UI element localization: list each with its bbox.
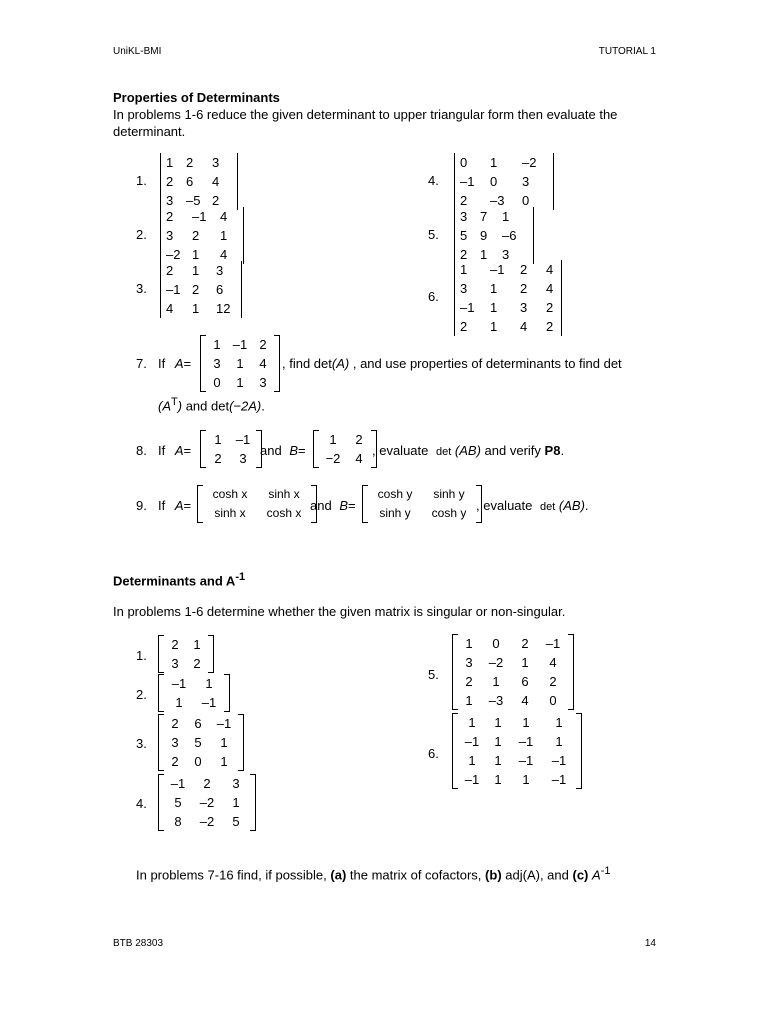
det-cell: 1 [490,281,498,296]
problem-8-text [372,443,564,458]
matrix-cell: 2 [171,754,179,769]
matrix-cell: 2 [355,432,363,447]
matrix-cell: 1 [465,636,473,651]
matrix-cell: –1 [171,676,187,691]
problem-text: , evaluate [476,498,533,513]
problem-label: 7. [136,356,147,371]
matrix-s2-4 [158,774,256,831]
det-cell: 3 [166,193,174,208]
cofactor-instructions [136,865,610,882]
det-cell: 0 [460,155,468,170]
problem-expr: (A [158,398,171,414]
problem-text: , find det [282,356,332,371]
problem-7-text [282,356,622,371]
matrix-cell: 1 [494,734,502,749]
problem-label: 2. [136,687,147,702]
det-cell: 1 [490,300,498,315]
problem-label: 2. [136,227,147,242]
det-cell: –1 [460,174,475,189]
det-cell: 2 [520,262,528,277]
matrix-cell: sinh y [433,487,465,501]
matrix-cell: 1 [522,772,530,787]
det-cell: 4 [520,319,528,334]
matrix-cell: sinh x [214,506,246,520]
det-cell: 2 [166,263,174,278]
matrix-cell: –2 [199,795,215,810]
matrix-cell: 2 [171,637,179,652]
matrix-cell: −2 [325,451,341,466]
matrix-cell: 2 [549,674,557,689]
determinant-4 [454,153,554,210]
matrix-cell: 0 [213,375,221,390]
matrix-cell: 1 [205,676,213,691]
det-cell: 4 [212,174,220,189]
matrix-cell: 4 [355,451,363,466]
and-text: and [260,443,282,458]
if-text: If [158,443,166,458]
matrix-cell: 1 [494,715,502,730]
instr-text: adj(A), and [505,867,569,883]
matrix-cell: –1 [551,753,567,768]
matrix-cell: –1 [170,776,186,791]
matrix-cell: 1 [494,772,502,787]
instr-text: In problems 7-16 find, if possible, [136,867,327,883]
problem-label: 8. [136,443,147,458]
det-cell: 6 [186,174,194,189]
matrix-cell: –1 [201,695,217,710]
matrix-cell: –1 [518,753,534,768]
det-cell: 4 [220,209,228,224]
part-a-label: (a) [330,867,347,883]
problem-label: 9. [136,498,147,513]
problem-expr: (−2A) [229,398,262,414]
det-cell: 3 [460,281,468,296]
matrix-cell: 1 [555,715,563,730]
problem-label: 3. [136,736,147,751]
matrix-cell: 1 [492,674,500,689]
matrix-cell: 3 [465,655,473,670]
det-cell: –1 [192,209,207,224]
period: . [560,443,565,458]
det-cell: 1 [192,263,200,278]
det-cell: –1 [460,300,475,315]
matrix-cell: 3 [171,656,179,671]
problem-label: 1. [136,648,147,663]
det-cell: 7 [480,209,488,224]
matrix-cell: 2 [259,337,267,352]
matrix-s2-3 [158,714,244,771]
part-b-label: (b) [485,867,502,883]
and-text: and [310,498,332,513]
matrix-cell: 2 [465,674,473,689]
matrix-cell: 3 [232,776,240,791]
determinant-1 [160,153,238,210]
det-cell: 2 [192,282,200,297]
matrix-s2-1 [158,635,214,673]
matrix-cell: 2 [203,776,211,791]
problem-text: and verify [484,443,541,458]
matrix-cell: –1 [551,772,567,787]
det-cell: 6 [216,282,224,297]
matrix-cell: 1 [465,693,473,708]
det-cell: 3 [212,155,220,170]
inverse-sup: -1 [235,571,246,583]
det-cell: 4 [166,301,174,316]
matrix-cell: 0 [549,693,557,708]
matrix-cell: 1 [468,715,476,730]
det-cell: 2 [546,300,554,315]
det-cell: 2 [186,155,194,170]
matrix-a-8 [200,430,262,468]
det-cell: 1 [502,209,510,224]
matrix-cell: 1 [329,432,337,447]
det-cell: –1 [490,262,505,277]
matrix-b-9 [362,485,482,523]
matrix-cell: 6 [521,674,529,689]
matrix-cell: 8 [174,814,182,829]
det-cell: 3 [502,247,510,262]
determinant-6 [454,260,562,336]
matrix-cell: 1 [521,655,529,670]
problem-expr: (AB) [558,498,585,513]
problem-label: 1. [136,173,147,188]
matrix-symbol: B [339,498,348,513]
det-cell: 12 [216,301,231,316]
section-title: Properties of Determinants [113,90,280,105]
matrix-cell: 1 [236,375,244,390]
problem-9-lead [158,498,191,513]
matrix-cell: 5 [174,795,182,810]
det-cell: 2 [520,281,528,296]
det-cell: 4 [546,262,554,277]
equals-sign: = [298,443,306,458]
det-cell: 1 [490,155,498,170]
equals-sign: = [183,356,192,371]
header-right: TUTORIAL 1 [598,46,656,57]
det-cell: 2 [460,193,468,208]
matrix-cell: cosh y [377,487,413,501]
equals-sign: = [183,443,192,458]
equals-sign: = [348,498,356,513]
problem-label: 6. [428,746,439,761]
problem-expr: ) [177,398,183,414]
det-cell: 4 [546,281,554,296]
matrix-cell: 1 [232,795,240,810]
det-cell: 5 [460,228,468,243]
header-left: UniKL-BMI [113,46,162,57]
matrix-s2-6 [452,713,582,789]
matrix-cell: –1 [235,432,251,447]
det-cell: 4 [220,247,228,262]
matrix-cell: –1 [545,636,561,651]
matrix-cell: 6 [194,716,202,731]
equals-sign: = [183,498,192,513]
if-text: If [158,356,166,371]
problem-9-mid [310,498,356,513]
det-cell: –1 [166,282,181,297]
determinant-3 [160,261,242,318]
matrix-cell: –1 [232,337,248,352]
matrix-cell: 1 [522,715,530,730]
matrix-cell: cosh y [431,506,467,520]
property-ref: P8 [544,443,561,458]
problem-expr: (AB) [454,443,481,458]
footer-left: BTB 28303 [113,938,164,949]
matrix-cell: 2 [171,716,179,731]
instr-text: the matrix of cofactors, [349,867,482,883]
matrix-a-7 [200,335,280,392]
matrix-cell: 3 [213,356,221,371]
problem-7-text-2 [158,396,265,413]
matrix-b-8 [313,430,377,468]
section-2-title [113,571,245,588]
if-text: If [158,498,166,513]
det-cell: 3 [216,263,224,278]
det-cell: 0 [490,174,498,189]
det-cell: 1 [166,155,174,170]
matrix-cell: –1 [464,734,480,749]
matrix-cell: sinh y [379,506,411,520]
matrix-cell: –3 [488,693,504,708]
matrix-cell: cosh x [212,487,248,501]
problem-label: 3. [136,281,147,296]
det-cell: 1 [490,319,498,334]
problem-8-lead [158,443,191,458]
matrix-s2-5 [452,634,574,710]
matrix-cell: 4 [259,356,267,371]
matrix-cell: 2 [193,656,201,671]
det-cell: 2 [166,209,174,224]
transpose-sup: T [171,396,178,408]
det-cell: 0 [522,193,530,208]
problem-text: , and use properties of determinants to find det [352,356,622,371]
matrix-cell: 2 [521,636,529,651]
matrix-a-9 [197,485,317,523]
det-text: det [540,501,556,513]
det-cell: 1 [480,247,488,262]
determinant-5 [454,207,534,264]
matrix-cell: 3 [259,375,267,390]
det-cell: –3 [490,193,505,208]
matrix-symbol: A [174,356,184,371]
matrix-cell: 1 [213,337,221,352]
period: . [261,398,265,414]
problem-label: 4. [136,796,147,811]
matrix-cell: 0 [492,636,500,651]
matrix-cell: 4 [549,655,557,670]
det-cell: 2 [546,319,554,334]
problem-7-lead [158,356,191,371]
det-cell: 2 [166,174,174,189]
det-cell: –2 [166,247,181,262]
matrix-cell: 5 [194,735,202,750]
problem-expr: (A) [331,356,350,371]
det-cell: 3 [460,209,468,224]
problem-9-text [476,498,589,513]
det-cell: 3 [166,228,174,243]
problem-label: 5. [428,667,439,682]
det-cell: 1 [220,228,228,243]
problem-8-mid [260,443,306,458]
part-c-label: (c) [572,867,589,883]
det-cell: 2 [212,193,220,208]
problem-text: , evaluate [372,443,429,458]
det-cell: 1 [460,262,468,277]
det-cell: 2 [460,319,468,334]
det-cell: 2 [460,247,468,262]
matrix-symbol: A [592,867,601,883]
inverse-sup: -1 [600,865,611,877]
matrix-cell: 3 [171,735,179,750]
matrix-cell: 1 [220,754,228,769]
matrix-cell: 1 [494,753,502,768]
problem-label: 5. [428,227,439,242]
matrix-cell: 1 [468,753,476,768]
det-cell: 2 [192,228,200,243]
matrix-cell: 5 [232,814,240,829]
matrix-cell: –1 [464,772,480,787]
matrix-cell: –1 [518,734,534,749]
matrix-cell: 1 [220,735,228,750]
det-cell: 1 [192,247,200,262]
footer-right: 14 [644,938,656,949]
matrix-cell: 1 [193,637,201,652]
problem-label: 4. [428,173,439,188]
matrix-cell: cosh x [266,506,302,520]
problem-text: and det [185,398,230,414]
problem-label: 6. [428,289,439,304]
det-cell: –5 [186,193,201,208]
period: . [584,498,589,513]
section-intro: In problems 1-6 reduce the given determinant to upper triangular form then evaluate the determinant. [113,107,618,139]
matrix-cell: sinh x [268,487,300,501]
matrix-cell: –2 [488,655,504,670]
det-cell: –6 [502,228,517,243]
determinant-2 [160,207,244,264]
matrix-cell: –1 [216,716,232,731]
det-cell: 3 [520,300,528,315]
matrix-cell: –2 [199,814,215,829]
section-2-intro: In problems 1-6 determine whether the given matrix is singular or non-singular. [113,604,566,619]
det-cell: 1 [192,301,200,316]
matrix-cell: 1 [175,695,183,710]
det-cell: 9 [480,228,488,243]
matrix-symbol: B [289,443,298,458]
matrix-cell: 1 [555,734,563,749]
matrix-symbol: A [174,498,184,513]
matrix-cell: 3 [239,451,247,466]
matrix-cell: 2 [214,451,222,466]
matrix-cell: 4 [521,693,529,708]
matrix-cell: 1 [214,432,222,447]
matrix-symbol: A [174,443,184,458]
section-title-text: Determinants and A [113,573,236,589]
det-cell: 3 [522,174,530,189]
matrix-cell: 1 [236,356,244,371]
det-text: det [436,446,452,458]
det-cell: –2 [522,155,537,170]
matrix-s2-2 [158,674,230,712]
matrix-cell: 0 [194,754,202,769]
